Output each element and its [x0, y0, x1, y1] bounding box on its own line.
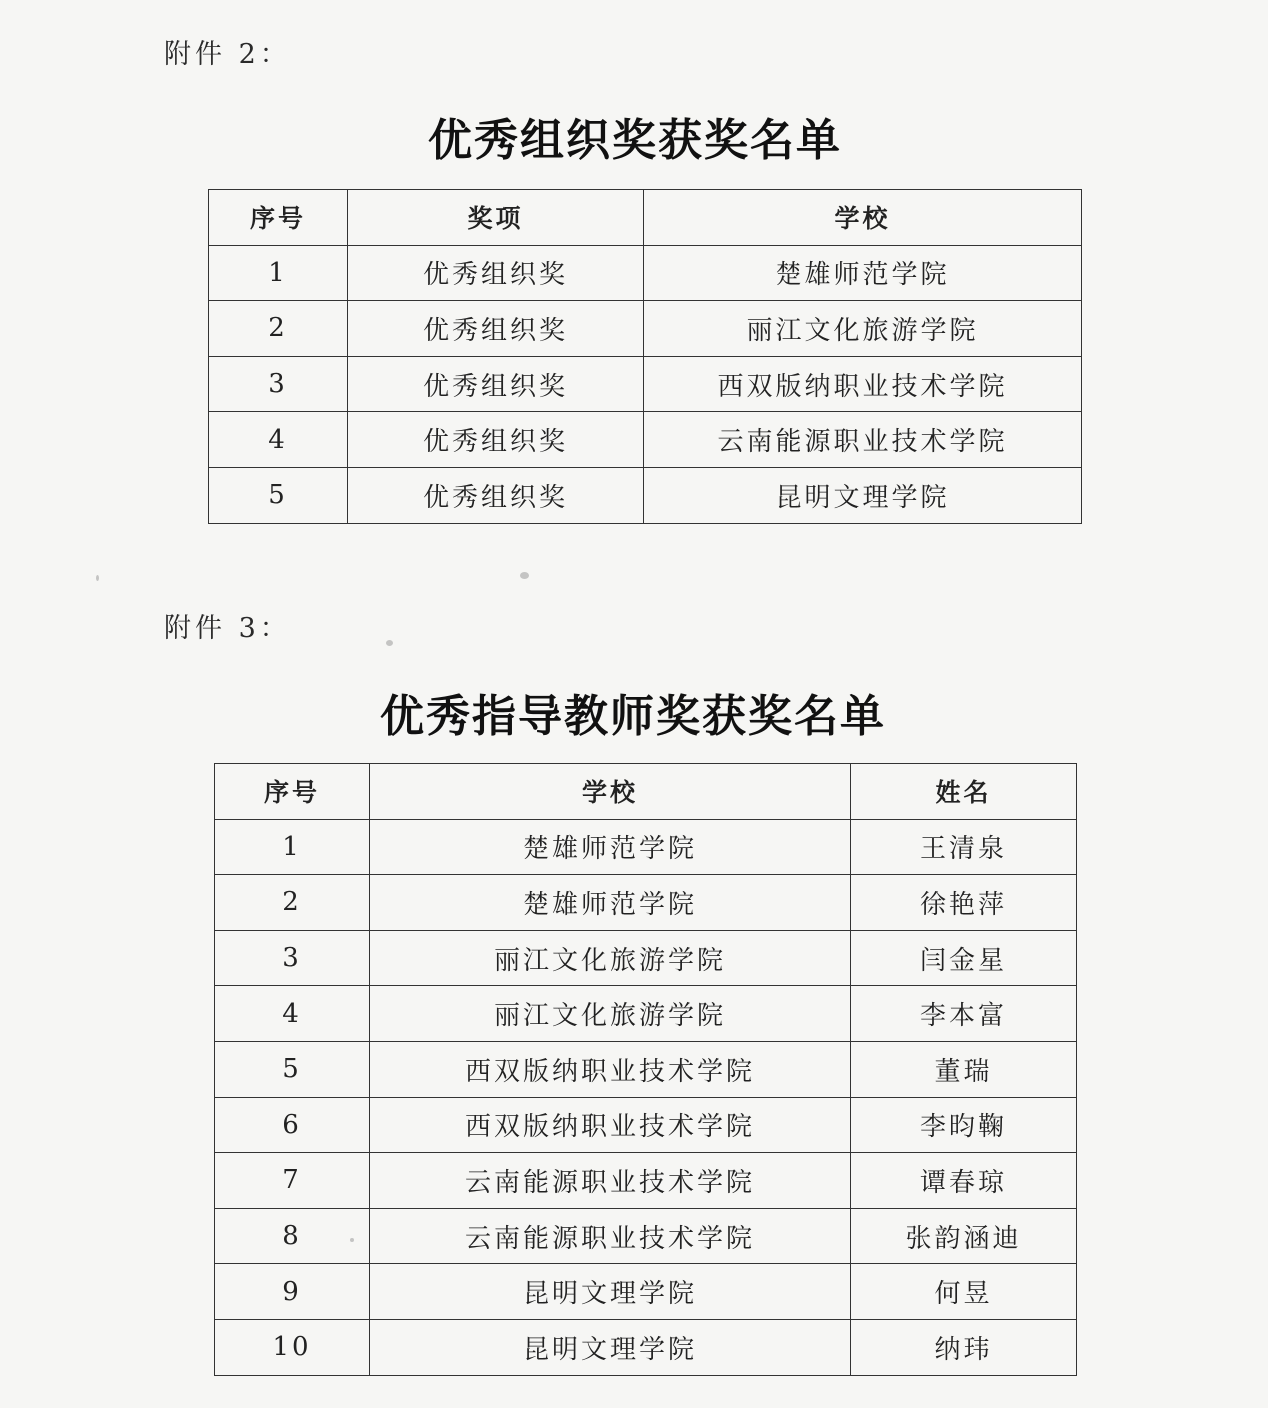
header-school: 学校	[370, 764, 851, 820]
attachment-2-title: 优秀组织奖获奖名单	[428, 115, 842, 166]
cell-index: 10	[215, 1319, 370, 1375]
organization-award-table	[208, 189, 1082, 524]
table-row	[209, 245, 1082, 301]
cell-name: 闫金星	[851, 930, 1077, 986]
cell-index: 2	[209, 301, 348, 357]
cell-name: 徐艳萍	[851, 875, 1077, 931]
attachment-3-label: 附件 3：	[164, 613, 291, 644]
cell-index: 7	[215, 1153, 370, 1209]
cell-index: 6	[215, 1097, 370, 1153]
cell-index: 4	[209, 412, 348, 468]
cell-school: 楚雄师范学院	[644, 245, 1082, 301]
cell-school: 楚雄师范学院	[370, 875, 851, 931]
cell-index: 3	[215, 930, 370, 986]
cell-school: 西双版纳职业技术学院	[644, 356, 1082, 412]
cell-school: 昆明文理学院	[370, 1264, 851, 1320]
cell-school: 昆明文理学院	[370, 1319, 851, 1375]
scan-speck	[350, 1238, 354, 1242]
header-award: 奖项	[348, 190, 644, 246]
header-index: 序号	[209, 190, 348, 246]
scan-speck	[386, 640, 393, 646]
table-row	[209, 301, 1082, 357]
cell-index: 3	[209, 356, 348, 412]
cell-school: 楚雄师范学院	[370, 819, 851, 875]
table-row	[215, 1208, 1077, 1264]
cell-index: 5	[215, 1041, 370, 1097]
cell-school: 云南能源职业技术学院	[370, 1153, 851, 1209]
table-row	[215, 875, 1077, 931]
attachment-2-label: 附件 2：	[164, 39, 291, 70]
cell-award: 优秀组织奖	[348, 412, 644, 468]
cell-index: 8	[215, 1208, 370, 1264]
table-row	[215, 1319, 1077, 1375]
table-row	[215, 1041, 1077, 1097]
cell-name: 谭春琼	[851, 1153, 1077, 1209]
header-index: 序号	[215, 764, 370, 820]
header-name: 姓名	[851, 764, 1077, 820]
cell-index: 9	[215, 1264, 370, 1320]
cell-school: 西双版纳职业技术学院	[370, 1097, 851, 1153]
cell-award: 优秀组织奖	[348, 245, 644, 301]
table-row	[215, 930, 1077, 986]
table-row	[209, 467, 1082, 523]
cell-school: 丽江文化旅游学院	[370, 930, 851, 986]
table-header-row	[215, 764, 1077, 820]
cell-award: 优秀组织奖	[348, 356, 644, 412]
cell-index: 1	[215, 819, 370, 875]
cell-school: 西双版纳职业技术学院	[370, 1041, 851, 1097]
table-row	[215, 819, 1077, 875]
cell-award: 优秀组织奖	[348, 467, 644, 523]
cell-name: 王清泉	[851, 819, 1077, 875]
cell-name: 张韵涵迪	[851, 1208, 1077, 1264]
advisor-award-table	[214, 763, 1077, 1376]
cell-award: 优秀组织奖	[348, 301, 644, 357]
cell-school: 昆明文理学院	[644, 467, 1082, 523]
header-school: 学校	[644, 190, 1082, 246]
table-row	[215, 986, 1077, 1042]
table-row	[215, 1264, 1077, 1320]
cell-index: 1	[209, 245, 348, 301]
cell-school: 丽江文化旅游学院	[370, 986, 851, 1042]
table-row	[209, 356, 1082, 412]
cell-name: 何昱	[851, 1264, 1077, 1320]
cell-school: 丽江文化旅游学院	[644, 301, 1082, 357]
cell-school: 云南能源职业技术学院	[644, 412, 1082, 468]
cell-name: 纳玮	[851, 1319, 1077, 1375]
table-row	[215, 1097, 1077, 1153]
cell-index: 5	[209, 467, 348, 523]
cell-name: 董瑞	[851, 1041, 1077, 1097]
cell-name: 李昀鞠	[851, 1097, 1077, 1153]
table-header-row	[209, 190, 1082, 246]
cell-index: 2	[215, 875, 370, 931]
cell-index: 4	[215, 986, 370, 1042]
cell-school: 云南能源职业技术学院	[370, 1208, 851, 1264]
attachment-3-title: 优秀指导教师奖获奖名单	[380, 691, 886, 742]
table-row	[215, 1153, 1077, 1209]
table-row	[209, 412, 1082, 468]
scan-speck	[520, 572, 529, 579]
cell-name: 李本富	[851, 986, 1077, 1042]
scan-speck	[96, 575, 99, 581]
